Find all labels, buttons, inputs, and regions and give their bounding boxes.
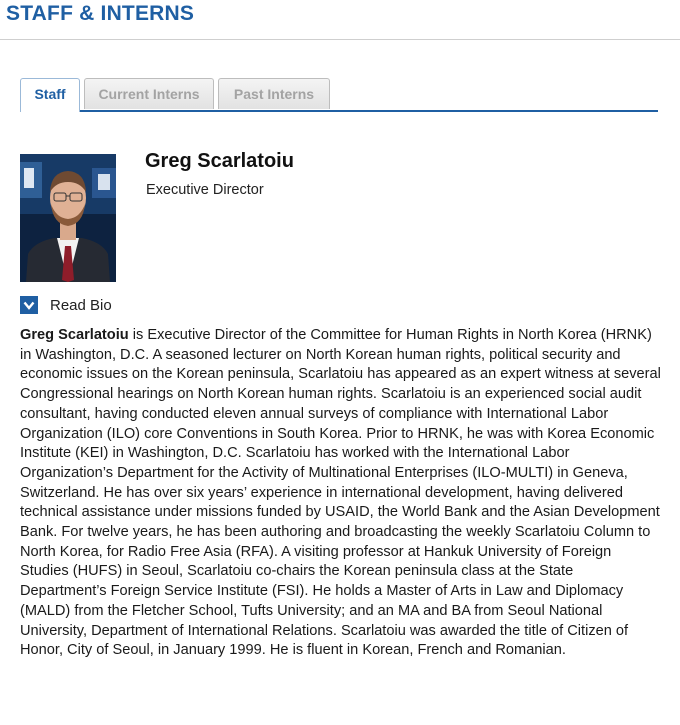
heading-divider: [0, 39, 680, 40]
bio-body: is Executive Director of the Committee for Human Rights in North Korea (HRNK) in Washington, D.C. A seasoned lecturer on North Korean human rights, political security and economic issues on the Korean peninsula, Scarlatoiu has appeared as an expert witness at several Congressional hearings on North Korean human rights. Scarlatoiu is an experienced social audit consultant, having conducted eleven annual surveys of compliance with International Labor Organization (ILO) core Conventions in South Korea. Prior to HRNK, he was with Korea Economic Institute (KEI) in Washington, D.C. Scarlatoiu has worked with the International Labor Organization’s Department for the Activity of Multinational Enterprises (ILO-MULTI) in Geneva, Switzerland. He has over six years’ experience in international development, having delivered technical assistance under missions funded by USAID, the World Bank and the Asian Development Bank. For twelve years, he has been authoring and broadcasting the weekly Scarlatoiu Column to North Korea, for Radio Free Asia (RFA). A visiting professor at Hankuk University of Foreign Studies (HUFS) in Seoul, Scarlatoiu co-chairs the Korean peninsula class at the State Department’s Foreign Service Institute (FSI). He holds a Master of Arts in Law and Diplomacy (MALD) from the Fletcher School, Tufts University; and an MA and BA from Seoul National University, Department of International Relations. Scarlatoiu was awarded the title of Citizen of Honor, City of Seoul, in January 1999. He is fluent in Korean, French and Romanian.: [20, 327, 661, 659]
chevron-down-icon: [20, 296, 38, 314]
read-bio-label: Read Bio: [50, 296, 112, 314]
profile-title: Executive Director: [146, 182, 264, 198]
profile-photo: [20, 154, 116, 282]
tab-past-interns[interactable]: Past Interns: [218, 78, 330, 109]
read-bio-toggle[interactable]: [20, 295, 112, 315]
tab-staff[interactable]: Staff: [20, 78, 80, 112]
bio-text: [20, 326, 662, 661]
page-title: STAFF & INTERNS: [6, 2, 195, 25]
bio-name: Greg Scarlatoiu: [20, 327, 129, 343]
tab-bar: [20, 78, 658, 112]
tab-current-interns[interactable]: Current Interns: [84, 78, 214, 109]
profile-name: Greg Scarlatoiu: [145, 150, 294, 172]
